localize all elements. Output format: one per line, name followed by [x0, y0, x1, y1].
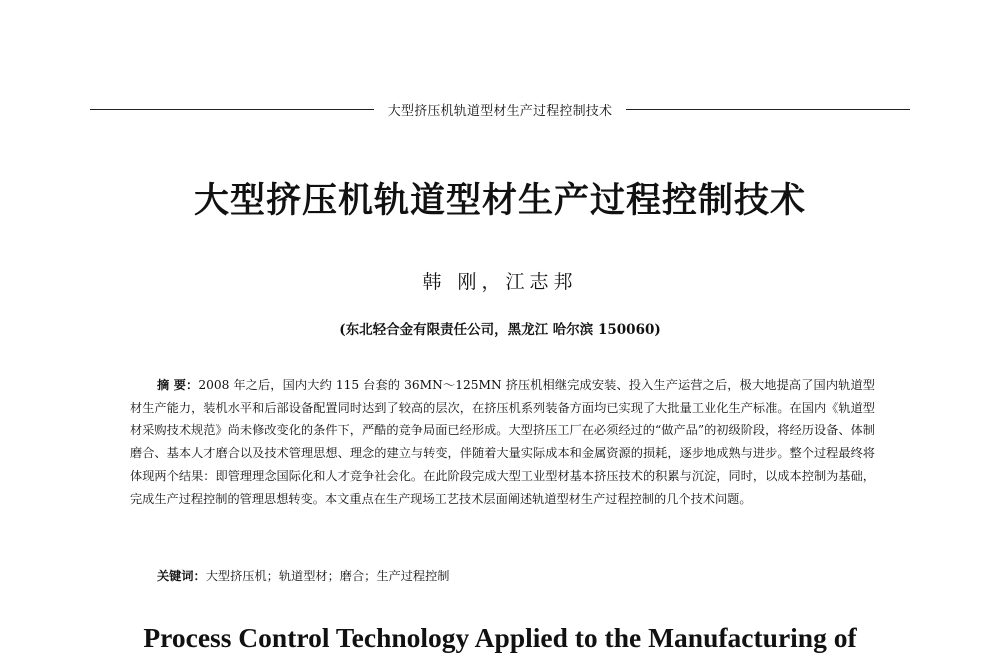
running-title: 大型挤压机轨道型材生产过程控制技术	[387, 104, 613, 119]
header-rule-right	[626, 109, 910, 110]
header-rule-left	[90, 109, 374, 110]
english-title: Process Control Technology Applied to the Manufacturing of	[143, 622, 857, 653]
abstract	[130, 374, 875, 510]
abstract-label: 摘 要：	[157, 378, 199, 392]
affiliation: (东北轻合金有限责任公司，黑龙江 哈尔滨 150060)	[339, 322, 661, 338]
article-title: 大型挤压机轨道型材生产过程控制技术	[193, 180, 806, 221]
running-header	[90, 100, 910, 119]
keywords-label: 关键词：	[157, 569, 206, 583]
keywords	[157, 566, 450, 586]
authors: 韩 刚，江志邦	[422, 271, 578, 293]
keywords-text: 大型挤压机；轨道型材；磨合；生产过程控制	[205, 569, 450, 583]
abstract-text: 2008 年之后，国内大约 115 台套的 36MN～125MN 挤压机相继完成安装、投入生产运营之后，极大地提高了国内轨道型材生产能力，装机水平和后部设备配置同时达到了较高的层次，在挤压机系列装备方面均已实现了大批量工业化生产标准。在国内《轨道型材采购技术规范》尚未修改变化的条件下，严酷的竞争局面已经形成。大型挤压工厂在必须经过的“做产品”的初级阶段，将经历设备、体制磨合、基本人才磨合以及技术管理思想、理念的建立与转变，伴随着大量实际成本和金属资源的损耗，逐步地成熟与进步。整个过程最终将体现两个结果：即管理理念国际化和人才竞争社会化。在此阶段完成大型工业型材基本挤压技术的积累与沉淀，同时，以成本控制为基础，完成生产过程控制的管理思想转变。本文重点在生产现场工艺技术层面阐述轨道型材生产过程控制的几个技术问题。	[130, 378, 875, 506]
